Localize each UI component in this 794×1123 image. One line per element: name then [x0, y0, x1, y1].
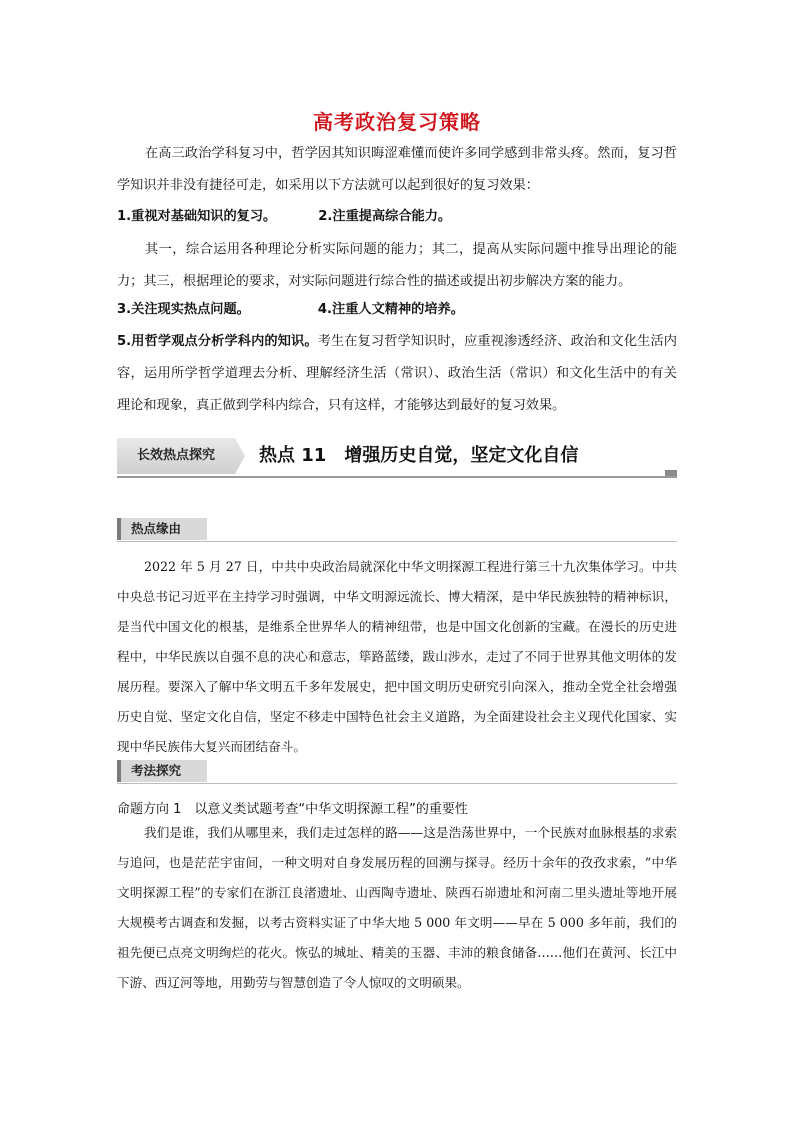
page-title: 高考政治复习策略 — [313, 110, 481, 134]
question-direction-title: 命题方向 1 以意义类试题考查“中华文明探源工程”的重要性 — [117, 802, 468, 817]
tips-row-1 — [117, 207, 677, 227]
tip-1: 1.重视对基础知识的复习。 — [117, 209, 277, 224]
tip-5-paragraph — [117, 326, 677, 422]
question-direction-text: 我们是谁，我们从哪里来，我们走过怎样的路——这是浩荡世界中，一个民族对血脉根基的求索与追问，也是茫茫宇宙间，一种文明对自身发展历程的回溯与探寻。经历十余年的孜孜求索，“中华文明探源工程”的专家们在浙江良渚遗址、山西陶寺遗址、陕西石峁遗址和河南二里头遗址等地开展大规模考古调查和发掘，以考古资料实证了中华大地 5 000 年文明——早在 5 000 多年前，我们的祖先便已点亮文明绚烂的花火。恢弘的城址、精美的玉器、丰沛的粮食储备……他们在黄河、长江中下游、西辽河等地，用勤劳与智慧创造了令人惊叹的文明硕果。 — [117, 825, 677, 990]
tip-3: 3.关注现实热点问题。 — [117, 302, 250, 317]
tip-2-detail: 其一，综合运用各种理论分析实际问题的能力；其二，提高从实际问题中推导出理论的能力；其三，根据理论的要求，对实际问题进行综合性的描述或提出初步解决方案的能力。 — [117, 242, 677, 289]
hotspot-banner — [117, 438, 677, 478]
tips-row-2 — [117, 300, 677, 320]
banner-tag: 长效热点探究 — [136, 448, 215, 463]
section-label-reason: 热点缘由 — [117, 518, 207, 540]
section-divider — [117, 783, 677, 784]
tip-5-text: 考生在复习哲学知识时，应重视渗透经济、政治和文化生活内容，运用所学哲学道理去分析、理解经济生活（常识）、政治生活（常识）和文化生活中的有关理论和现象，真正做到学科内综合，只有这样，才能够达到最好的复习效果。 — [117, 334, 677, 413]
hotspot-reason-text: 2022 年 5 月 27 日，中共中央政治局就深化中华文明探源工程进行第三十九次集体学习。中共中央总书记习近平在主持学习时强调，中华文明源远流长、博大精深，是中华民族独特的精神标识，是当代中国文化的根基，是维系全世界华人的精神纽带，也是中国文化创新的宝藏。在漫长的历史进程中，中华民族以自强不息的决心和意志，筚路蓝缕，跋山涉水，走过了不同于世界其他文明体的发展历程。要深入了解中华文明五千多年发展史，把中国文明历史研究引向深入，推动全党全社会增强历史自觉、坚定文化自信，坚定不移走中国特色社会主义道路，为全面建设社会主义现代化国家、实现中华民族伟大复兴而团结奋斗。 — [117, 559, 677, 754]
banner-divider — [117, 476, 677, 478]
banner-title: 热点 11 增强历史自觉，坚定文化自信 — [259, 445, 579, 466]
section-divider — [117, 541, 677, 542]
tip-4: 4.注重人文精神的培养。 — [317, 302, 464, 317]
tip-5-heading: 5.用哲学观点分析学科内的知识。 — [117, 334, 318, 349]
intro-paragraph: 在高三政治学科复习中，哲学因其知识晦涩难懂而使许多同学感到非常头疼。然而，复习哲学知识并非没有捷径可走，如采用以下方法就可以起到很好的复习效果： — [117, 146, 677, 193]
banner-end-mark — [665, 470, 677, 476]
section-label-methods: 考法探究 — [117, 760, 207, 782]
tip-2: 2.注重提高综合能力。 — [318, 209, 452, 224]
